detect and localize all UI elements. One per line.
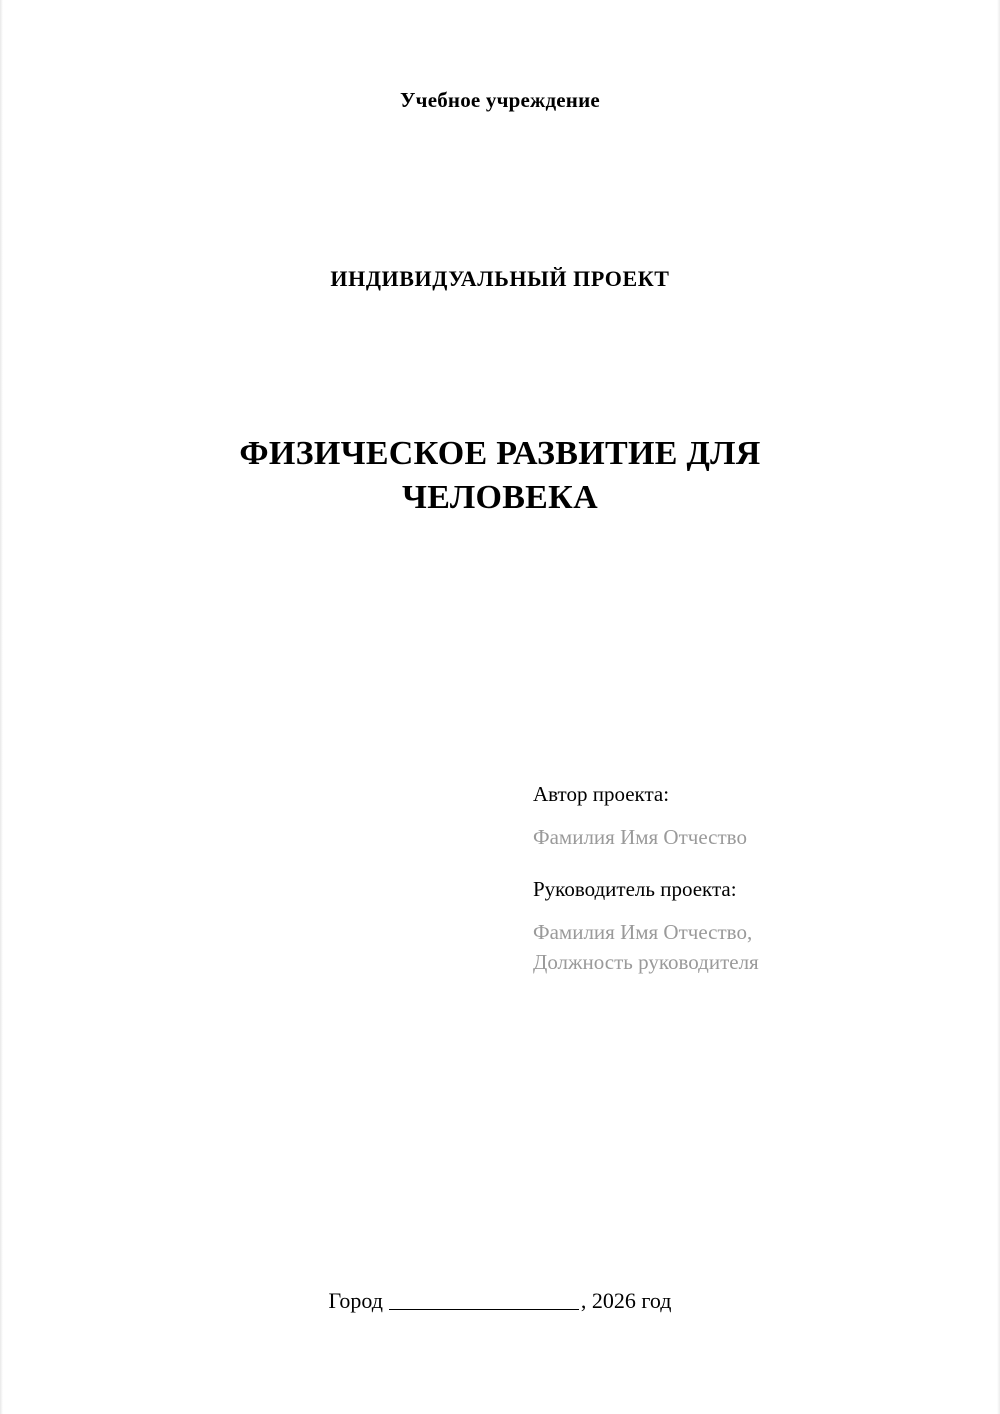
credits-block: [533, 784, 933, 1003]
city-label: Город: [328, 1288, 383, 1313]
supervisor-value-line1: Фамилия Имя Отчество,: [533, 919, 753, 944]
document-type: ИНДИВИДУАЛЬНЫЙ ПРОЕКТ: [330, 266, 670, 291]
year-text: , 2026 год: [580, 1288, 672, 1313]
supervisor-value-line2: Должность руководителя: [533, 949, 759, 974]
supervisor-label: Руководитель проекта:: [533, 876, 737, 901]
author-label: Автор проекта:: [533, 782, 670, 806]
author-block: [533, 784, 933, 853]
supervisor-block: [533, 876, 933, 978]
page-title: ФИЗИЧЕСКОЕ РАЗВИТИЕ ДЛЯ ЧЕЛОВЕКА: [239, 435, 761, 516]
page-footer: [0, 1288, 1000, 1314]
institution-name: Учебное учреждение: [400, 88, 600, 112]
city-blank-line: [389, 1309, 579, 1310]
author-value: Фамилия Имя Отчество: [533, 825, 747, 849]
